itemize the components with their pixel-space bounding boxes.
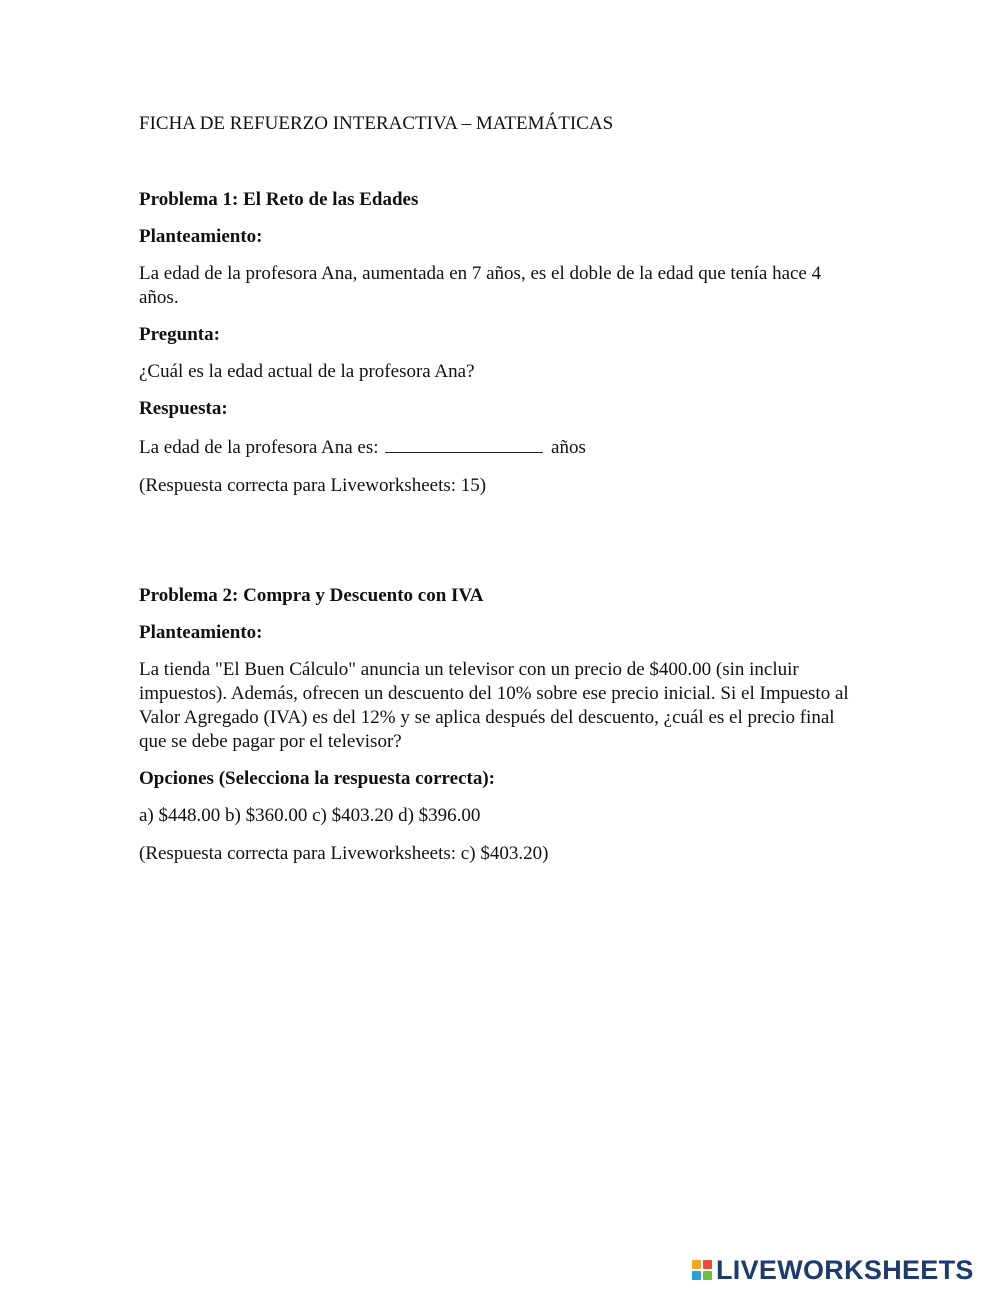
worksheet-title: FICHA DE REFUERZO INTERACTIVA – MATEMÁTICAS: [139, 113, 614, 134]
answer-suffix: años: [551, 437, 586, 458]
problem-1-note: (Respuesta correcta para Liveworksheets: 15): [139, 475, 487, 496]
problem-2-heading: Problema 2: Compra y Descuento con IVA: [139, 585, 484, 606]
problem-2-note: (Respuesta correcta para Liveworksheets: c) $403.20): [139, 843, 549, 864]
problem-2-statement: La tienda "El Buen Cálculo" anuncia un televisor con un precio de $400.00 (sin incluir impuestos). Además, ofrecen un descuento del 10% sobre ese precio inicial. Si el Impuesto al Valor Agregado (IVA) es del 12% y se aplica después del descuento, ¿cuál es el precio final que se debe pagar por el televisor?: [139, 659, 849, 752]
problem-1-answer-label: Respuesta:: [139, 398, 228, 419]
liveworksheets-logo-icon: [692, 1260, 712, 1280]
logo-tile: [692, 1271, 701, 1280]
worksheet-content: [139, 112, 859, 866]
problem-2-options-label: Opciones (Selecciona la respuesta correcta):: [139, 768, 495, 789]
problem-1-answer-line: [139, 434, 859, 460]
problem-2-options[interactable]: a) $448.00 b) $360.00 c) $403.20 d) $396.00: [139, 805, 481, 826]
problem-1-heading: Problema 1: El Reto de las Edades: [139, 189, 419, 210]
liveworksheets-logo: [692, 1256, 974, 1284]
logo-tile: [703, 1260, 712, 1269]
logo-tile: [703, 1271, 712, 1280]
problem-1-question-label: Pregunta:: [139, 324, 220, 345]
logo-text: LIVEWORKSHEETS: [716, 1255, 974, 1285]
answer-prefix: La edad de la profesora Ana es:: [139, 437, 379, 458]
problem-2-statement-label: Planteamiento:: [139, 622, 263, 643]
age-answer-field[interactable]: [385, 434, 543, 453]
problem-1-question: ¿Cuál es la edad actual de la profesora Ana?: [139, 361, 475, 382]
logo-tile: [692, 1260, 701, 1269]
problem-1-statement-label: Planteamiento:: [139, 226, 263, 247]
problem-1-statement: La edad de la profesora Ana, aumentada en 7 años, es el doble de la edad que tenía hace 4 años.: [139, 263, 822, 308]
